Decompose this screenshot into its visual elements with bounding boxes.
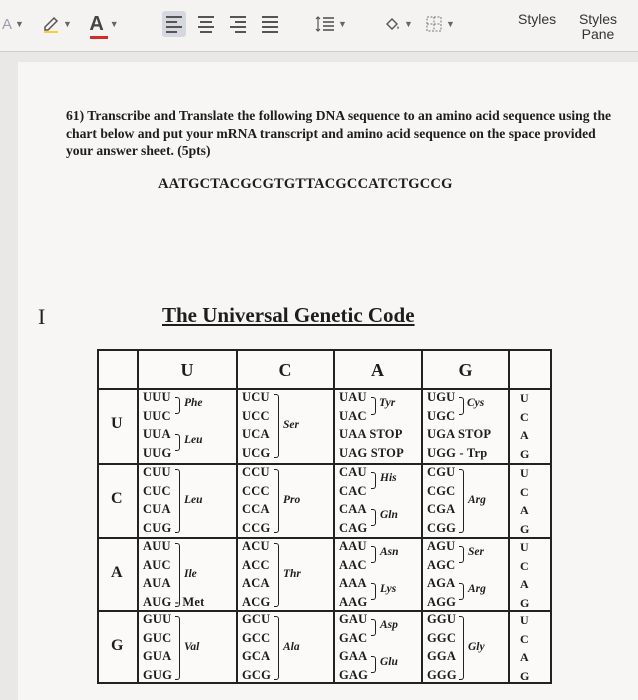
shading-button[interactable]: ▼ xyxy=(380,12,416,36)
second-position-header: A xyxy=(371,360,384,380)
codon: GAC xyxy=(339,630,368,645)
align-right-button[interactable] xyxy=(226,11,250,37)
third-position-label: U xyxy=(520,391,529,405)
table-divider xyxy=(137,351,139,682)
codon: ACG xyxy=(242,594,271,609)
highlight-button[interactable]: ▼ xyxy=(40,12,74,36)
codon-bracket xyxy=(175,543,180,607)
codon: GGU xyxy=(427,612,457,626)
codon: UAA STOP xyxy=(339,427,403,441)
codon-bracket xyxy=(274,616,279,680)
codon: GCU xyxy=(242,612,271,626)
codon: ACU xyxy=(242,539,270,553)
amino-acid-label: Leu xyxy=(184,494,203,506)
codon: CAU xyxy=(339,465,367,479)
amino-acid-label: Ala xyxy=(283,641,300,653)
amino-acid-label: Glu xyxy=(380,656,398,668)
codon: GGG xyxy=(427,667,457,682)
codon: UCU xyxy=(242,390,270,404)
codon: UCG xyxy=(242,445,271,460)
codon: CCC xyxy=(242,483,270,498)
highlighter-pen-icon xyxy=(42,15,60,33)
text-cursor-icon: I xyxy=(38,304,46,329)
styles-button[interactable]: Styles xyxy=(518,11,557,27)
codon: GAA xyxy=(339,649,368,663)
align-right-icon xyxy=(226,11,250,37)
codon: CCU xyxy=(242,465,270,479)
codon: UAC xyxy=(339,408,367,423)
codon: UCC xyxy=(242,408,270,423)
justify-icon xyxy=(258,11,282,37)
codon: GCG xyxy=(242,667,272,682)
codon: CAC xyxy=(339,483,367,498)
first-position-label: C xyxy=(111,490,123,507)
codon-bracket xyxy=(274,394,279,458)
codon-bracket xyxy=(371,397,376,415)
codon: UGU xyxy=(427,390,456,404)
codon: CCG xyxy=(242,520,271,535)
third-position-label: G xyxy=(520,446,530,461)
codon: CAA xyxy=(339,502,367,516)
codon: CGC xyxy=(427,483,456,498)
codon: CUA xyxy=(143,502,171,516)
amino-acid-label: Tyr xyxy=(379,397,396,409)
first-position-label: U xyxy=(111,415,123,432)
codon: GUU xyxy=(143,612,172,626)
codon: AGC xyxy=(427,557,456,572)
font-color-icon: A xyxy=(89,12,104,35)
amino-acid-label: Arg xyxy=(468,494,486,506)
amino-acid-label: Asp xyxy=(380,619,398,631)
codon: GGC xyxy=(427,630,457,645)
codon: AGG xyxy=(427,594,457,609)
third-position-label: A xyxy=(520,503,529,517)
third-position-label: C xyxy=(520,631,529,646)
third-position-label: G xyxy=(520,595,530,610)
codon: GCA xyxy=(242,649,271,663)
table-divider xyxy=(421,351,423,682)
codon: UGC xyxy=(427,408,456,423)
codon: CCA xyxy=(242,502,270,516)
third-position-label: C xyxy=(520,409,529,424)
font-color-button[interactable]: A ▼ xyxy=(82,10,126,38)
codon: AUU xyxy=(143,539,171,553)
codon-bracket xyxy=(175,434,180,451)
dna-sequence: AATGCTACGCGTGTTACGCCATCTGCCG xyxy=(158,176,453,192)
codon-bracket xyxy=(459,546,464,563)
codon: UAU xyxy=(339,390,367,404)
codon: UUU xyxy=(143,390,171,404)
third-position-label: A xyxy=(520,428,529,442)
codon: UGA STOP xyxy=(427,427,492,441)
amino-acid-label: Val xyxy=(184,641,200,653)
codon-bracket xyxy=(459,616,464,680)
third-position-label: U xyxy=(520,613,529,627)
codon-bracket xyxy=(175,616,180,680)
third-position-label: U xyxy=(520,540,529,554)
table-divider xyxy=(333,351,335,682)
codon: CUG xyxy=(143,520,172,535)
chart-title: The Universal Genetic Code xyxy=(162,303,415,327)
codon: UAG STOP xyxy=(339,445,404,460)
third-position-label: C xyxy=(520,484,529,499)
amino-acid-label: Gly xyxy=(468,641,485,653)
third-position-label: U xyxy=(520,466,529,480)
amino-acid-label: Arg xyxy=(468,583,486,595)
amino-acid-label: Cys xyxy=(467,397,485,409)
codon-bracket xyxy=(274,469,279,533)
align-center-icon xyxy=(194,11,218,37)
codon: AUG - Met xyxy=(143,594,205,609)
codon-bracket xyxy=(459,583,464,600)
third-position-label: A xyxy=(520,650,529,664)
question-text: 61) Transcribe and Translate the following DNA sequence to an amino acid sequence using the chart below and put your mRNA transcript and amino acid sequence on the space provided your answer sheet. (5pts) xyxy=(66,108,612,158)
second-position-header: G xyxy=(458,360,473,380)
line-spacing-button[interactable]: ▼ xyxy=(310,12,352,36)
align-left-button[interactable] xyxy=(162,11,186,37)
codon: GUG xyxy=(143,667,173,682)
codon: GAU xyxy=(339,612,368,626)
codon: AAA xyxy=(339,576,367,590)
codon: AUA xyxy=(143,576,171,590)
amino-acid-label: Phe xyxy=(184,397,203,409)
third-position-label: G xyxy=(520,521,530,536)
amino-acid-label: Thr xyxy=(283,568,301,580)
codon: ACC xyxy=(242,557,270,572)
formatting-toolbar xyxy=(0,0,638,52)
justify-button[interactable] xyxy=(258,11,282,37)
amino-acid-label: Ser xyxy=(468,546,484,558)
codon-bracket xyxy=(371,619,376,636)
amino-acid-label: Asn xyxy=(380,546,399,558)
amino-acid-label: Ser xyxy=(283,419,299,431)
codon-bracket xyxy=(274,543,279,607)
amino-acid-label: Gln xyxy=(380,509,398,521)
codon-bracket xyxy=(371,583,376,600)
codon: GCC xyxy=(242,630,271,645)
codon: AGU xyxy=(427,539,456,553)
codon: CUC xyxy=(143,483,171,498)
third-position-label: C xyxy=(520,558,529,573)
third-position-label: G xyxy=(520,668,530,683)
codon: GUA xyxy=(143,649,172,663)
codon: AAU xyxy=(339,539,367,553)
styles-pane-button[interactable]: Styles Pane xyxy=(578,11,618,42)
text-effects-button[interactable]: A ▼ xyxy=(2,15,24,33)
codon: UUC xyxy=(143,408,171,423)
codon: GAG xyxy=(339,667,369,682)
codon: CGA xyxy=(427,502,456,516)
codon: UGG - Trp xyxy=(427,445,488,460)
align-left-icon xyxy=(162,11,186,37)
paint-bucket-icon xyxy=(383,15,401,33)
codon-bracket xyxy=(175,469,180,533)
first-position-label: A xyxy=(111,564,123,581)
amino-acid-label: Pro xyxy=(283,494,301,506)
genetic-code-table xyxy=(97,349,552,684)
codon: CGG xyxy=(427,520,457,535)
first-position-label: G xyxy=(111,637,124,654)
align-center-button[interactable] xyxy=(194,11,218,37)
codon: UUG xyxy=(143,445,172,460)
borders-button[interactable]: ▼ xyxy=(420,12,460,36)
codon-bracket xyxy=(371,546,376,563)
codon: AGA xyxy=(427,576,456,590)
codon: AAC xyxy=(339,557,367,572)
codon: GUC xyxy=(143,630,172,645)
codon: ACA xyxy=(242,576,270,590)
amino-acid-label: Lys xyxy=(380,583,397,595)
codon: AAG xyxy=(339,594,368,609)
codon-bracket xyxy=(371,472,376,489)
codon: UCA xyxy=(242,427,270,441)
codon: CGU xyxy=(427,465,456,479)
codon: GGA xyxy=(427,649,457,663)
amino-acid-label: Ile xyxy=(184,568,197,580)
second-position-header: C xyxy=(278,360,292,380)
codon-bracket xyxy=(459,397,464,415)
codon-bracket xyxy=(371,509,376,526)
amino-acid-label: Leu xyxy=(184,434,203,446)
borders-icon xyxy=(425,15,443,33)
font-color-swatch xyxy=(90,36,108,39)
line-spacing-icon xyxy=(315,15,335,33)
table-divider xyxy=(508,351,510,682)
codon: CUU xyxy=(143,465,171,479)
codon: CAG xyxy=(339,520,368,535)
codon: AUC xyxy=(143,557,171,572)
codon: UUA xyxy=(143,427,171,441)
codon-bracket xyxy=(371,656,376,673)
amino-acid-label: His xyxy=(380,472,397,484)
table-divider xyxy=(236,351,238,682)
third-position-label: A xyxy=(520,577,529,591)
codon-bracket xyxy=(459,469,464,533)
codon-bracket xyxy=(175,397,180,414)
second-position-header: U xyxy=(180,360,194,380)
